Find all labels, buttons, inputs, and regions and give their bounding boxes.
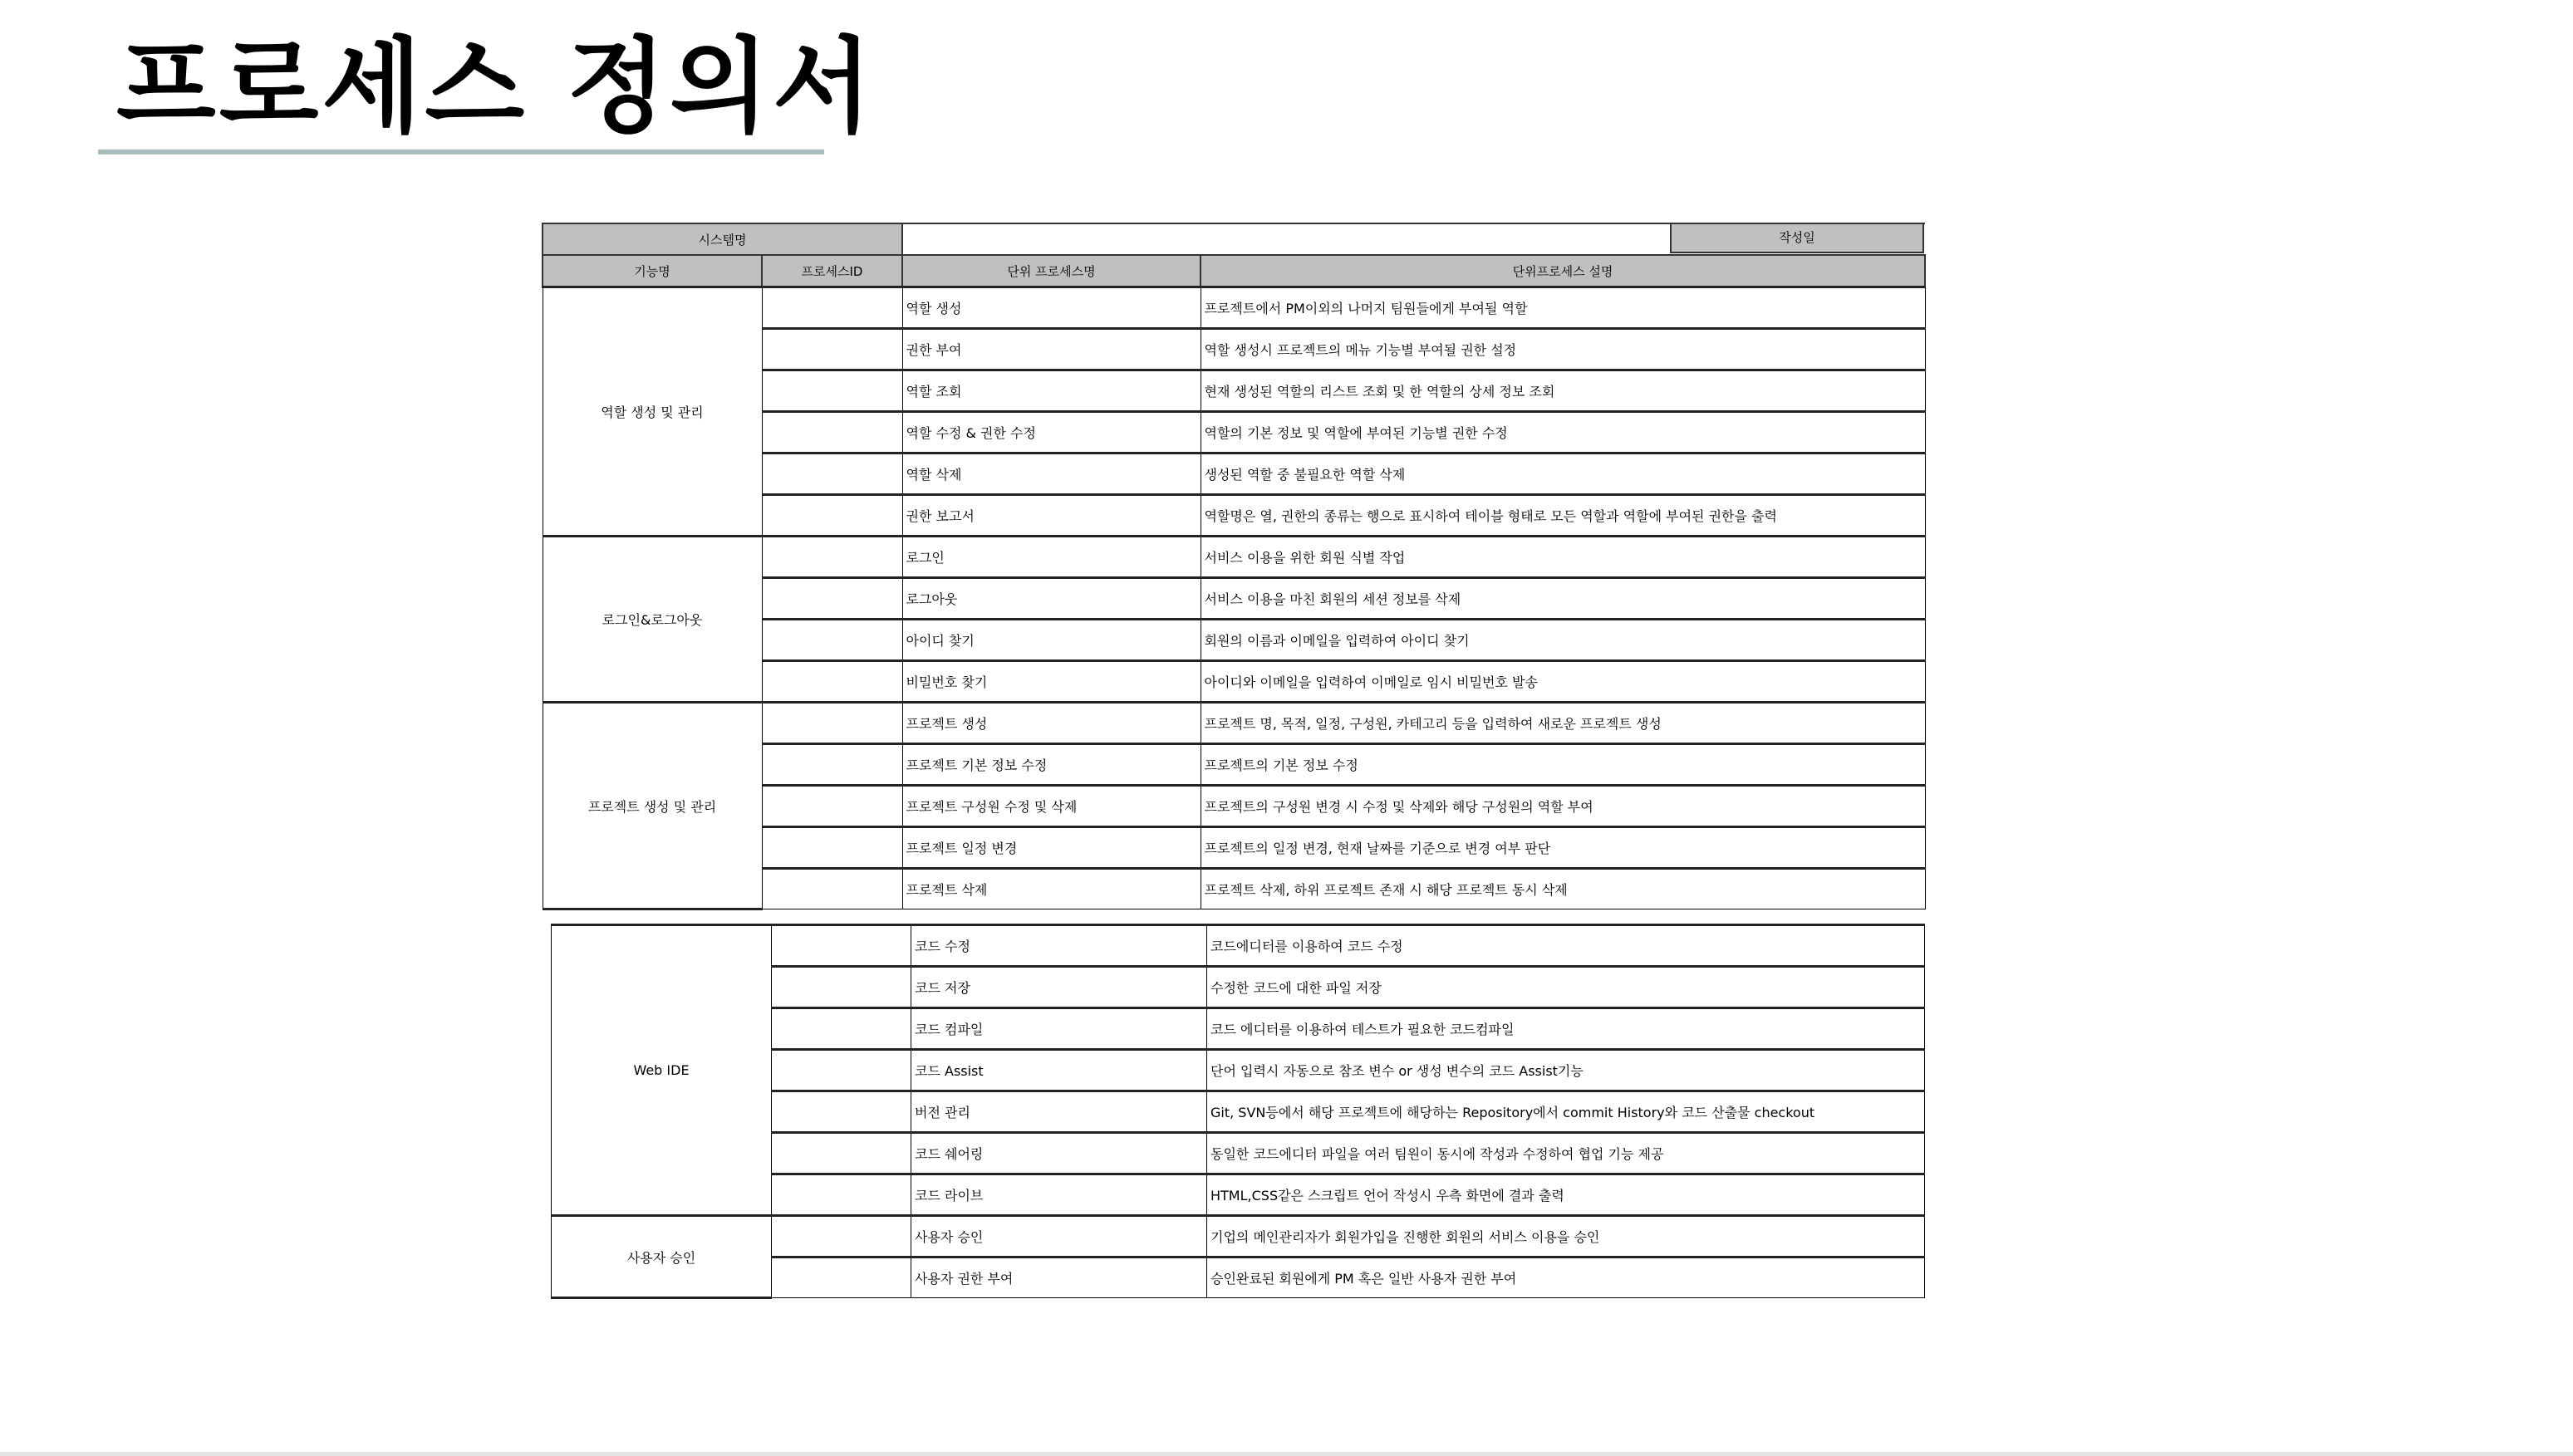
process-id-cell[interactable] (762, 495, 902, 537)
unit-process-description-cell: 현재 생성된 역할의 리스트 조회 및 한 역할의 상세 정보 조회 (1201, 370, 1925, 412)
unit-process-name-cell: 코드 수정 (911, 925, 1207, 967)
unit-process-name-cell: 로그인 (902, 537, 1201, 578)
table-row (543, 287, 1925, 329)
unit-process-description-cell: 기업의 메인관리자가 회원가입을 진행한 회원의 서비스 이용을 승인 (1207, 1216, 1925, 1257)
unit-process-description-cell: 코드에디터를 이용하여 코드 수정 (1207, 925, 1925, 967)
unit-process-name-cell: 코드 저장 (911, 967, 1207, 1008)
unit-process-name-cell: 코드 컴파일 (911, 1008, 1207, 1050)
table-row (552, 1216, 1925, 1257)
process-id-cell[interactable] (762, 329, 902, 370)
process-id-cell[interactable] (762, 453, 902, 495)
process-id-cell[interactable] (762, 578, 902, 620)
col-header-description: 단위프로세스 설명 (1201, 255, 1925, 287)
unit-process-name-cell: 프로젝트 일정 변경 (902, 827, 1201, 869)
unit-process-description-cell: 회원의 이름과 이메일을 입력하여 아이디 찾기 (1201, 620, 1925, 661)
unit-process-name-cell: 프로젝트 기본 정보 수정 (902, 744, 1201, 786)
unit-process-name-cell: 프로젝트 구성원 수정 및 삭제 (902, 786, 1201, 827)
process-id-cell[interactable] (772, 1133, 911, 1174)
title-underline (98, 150, 824, 154)
unit-process-name-cell: 코드 라이브 (911, 1174, 1207, 1216)
process-id-cell[interactable] (772, 1257, 911, 1298)
process-id-cell[interactable] (762, 869, 902, 909)
unit-process-description-cell: 프로젝트 명, 목적, 일정, 구성원, 카테고리 등을 입력하여 새로운 프로젝트 생성 (1201, 703, 1925, 744)
bottom-bar (0, 1452, 2573, 1456)
unit-process-description-cell: 프로젝트의 기본 정보 수정 (1201, 744, 1925, 786)
unit-process-description-cell: 프로젝트의 일정 변경, 현재 날짜를 기준으로 변경 여부 판단 (1201, 827, 1925, 869)
table-row (543, 537, 1925, 578)
process-id-cell[interactable] (762, 287, 902, 329)
header-row (543, 255, 1925, 287)
unit-process-description-cell: 서비스 이용을 마친 회원의 세션 정보를 삭제 (1201, 578, 1925, 620)
unit-process-description-cell: 역할 생성시 프로젝트의 메뉴 기능별 부여될 권한 설정 (1201, 329, 1925, 370)
unit-process-name-cell: 권한 보고서 (902, 495, 1201, 537)
unit-process-name-cell: 코드 쉐어링 (911, 1133, 1207, 1174)
process-id-cell[interactable] (762, 537, 902, 578)
unit-process-name-cell: 비밀번호 찾기 (902, 661, 1201, 703)
process-table-1 (542, 223, 1926, 910)
process-id-cell[interactable] (762, 703, 902, 744)
unit-process-description-cell: 프로젝트에서 PM이외의 나머지 팀원들에게 부여될 역할 (1201, 287, 1925, 329)
unit-process-description-cell: Git, SVN등에서 해당 프로젝트에 해당하는 Repository에서 commit History와 코드 산출물 checkout (1207, 1091, 1925, 1133)
process-id-cell[interactable] (762, 412, 902, 453)
unit-process-name-cell: 프로젝트 삭제 (902, 869, 1201, 909)
process-id-cell[interactable] (762, 744, 902, 786)
unit-process-description-cell: 생성된 역할 중 불필요한 역할 삭제 (1201, 453, 1925, 495)
table-row (543, 703, 1925, 744)
process-table-2 (551, 924, 1925, 1299)
function-name-cell: 역할 생성 및 관리 (543, 287, 762, 537)
unit-process-description-cell: 승인완료된 회원에게 PM 혹은 일반 사용자 권한 부여 (1207, 1257, 1925, 1298)
function-name-cell: 사용자 승인 (552, 1216, 772, 1298)
unit-process-description-cell: 역할명은 열, 권한의 종류는 행으로 표시하여 테이블 형태로 모든 역할과 역할에 부여된 권한을 출력 (1201, 495, 1925, 537)
unit-process-name-cell: 역할 삭제 (902, 453, 1201, 495)
unit-process-description-cell: 아이디와 이메일을 입력하여 이메일로 임시 비밀번호 발송 (1201, 661, 1925, 703)
unit-process-description-cell: 수정한 코드에 대한 파일 저장 (1207, 967, 1925, 1008)
date-label: 작성일 (1670, 223, 1924, 253)
col-header-unit-process: 단위 프로세스명 (902, 255, 1201, 287)
system-name-label: 시스템명 (543, 223, 902, 255)
process-id-cell[interactable] (772, 925, 911, 967)
unit-process-description-cell: 프로젝트의 구성원 변경 시 수정 및 삭제와 해당 구성원의 역할 부여 (1201, 786, 1925, 827)
process-id-cell[interactable] (772, 1174, 911, 1216)
unit-process-name-cell: 사용자 승인 (911, 1216, 1207, 1257)
unit-process-name-cell: 아이디 찾기 (902, 620, 1201, 661)
unit-process-description-cell: 단어 입력시 자동으로 참조 변수 or 생성 변수의 코드 Assist기능 (1207, 1050, 1925, 1091)
process-id-cell[interactable] (762, 661, 902, 703)
unit-process-name-cell: 로그아웃 (902, 578, 1201, 620)
process-id-cell[interactable] (772, 1216, 911, 1257)
process-id-cell[interactable] (762, 620, 902, 661)
unit-process-description-cell: 코드 에디터를 이용하여 테스트가 필요한 코드컴파일 (1207, 1008, 1925, 1050)
process-id-cell[interactable] (762, 827, 902, 869)
unit-process-description-cell: 프로젝트 삭제, 하위 프로젝트 존재 시 해당 프로젝트 동시 삭제 (1201, 869, 1925, 909)
unit-process-name-cell: 권한 부여 (902, 329, 1201, 370)
process-id-cell[interactable] (772, 1050, 911, 1091)
page-title: 프로세스 정의서 (116, 27, 876, 147)
col-header-process-id: 프로세스ID (762, 255, 902, 287)
function-name-cell: Web IDE (552, 925, 772, 1216)
function-name-cell: 프로젝트 생성 및 관리 (543, 703, 762, 909)
process-id-cell[interactable] (772, 1008, 911, 1050)
unit-process-name-cell: 역할 조회 (902, 370, 1201, 412)
col-header-function: 기능명 (543, 255, 762, 287)
process-id-cell[interactable] (762, 370, 902, 412)
unit-process-description-cell: 서비스 이용을 위한 회원 식별 작업 (1201, 537, 1925, 578)
unit-process-description-cell: 역할의 기본 정보 및 역할에 부여된 기능별 권한 수정 (1201, 412, 1925, 453)
table-row (552, 925, 1925, 967)
unit-process-name-cell: 역할 생성 (902, 287, 1201, 329)
unit-process-name-cell: 프로젝트 생성 (902, 703, 1201, 744)
unit-process-name-cell: 버전 관리 (911, 1091, 1207, 1133)
process-id-cell[interactable] (772, 967, 911, 1008)
unit-process-name-cell: 사용자 권한 부여 (911, 1257, 1207, 1298)
unit-process-description-cell: 동일한 코드에디터 파일을 여러 팀원이 동시에 작성과 수정하여 협업 기능 제공 (1207, 1133, 1925, 1174)
unit-process-name-cell: 코드 Assist (911, 1050, 1207, 1091)
unit-process-description-cell: HTML,CSS같은 스크립트 언어 작성시 우측 화면에 결과 출력 (1207, 1174, 1925, 1216)
process-id-cell[interactable] (772, 1091, 911, 1133)
unit-process-name-cell: 역할 수정 & 권한 수정 (902, 412, 1201, 453)
process-id-cell[interactable] (762, 786, 902, 827)
function-name-cell: 로그인&로그아웃 (543, 537, 762, 703)
